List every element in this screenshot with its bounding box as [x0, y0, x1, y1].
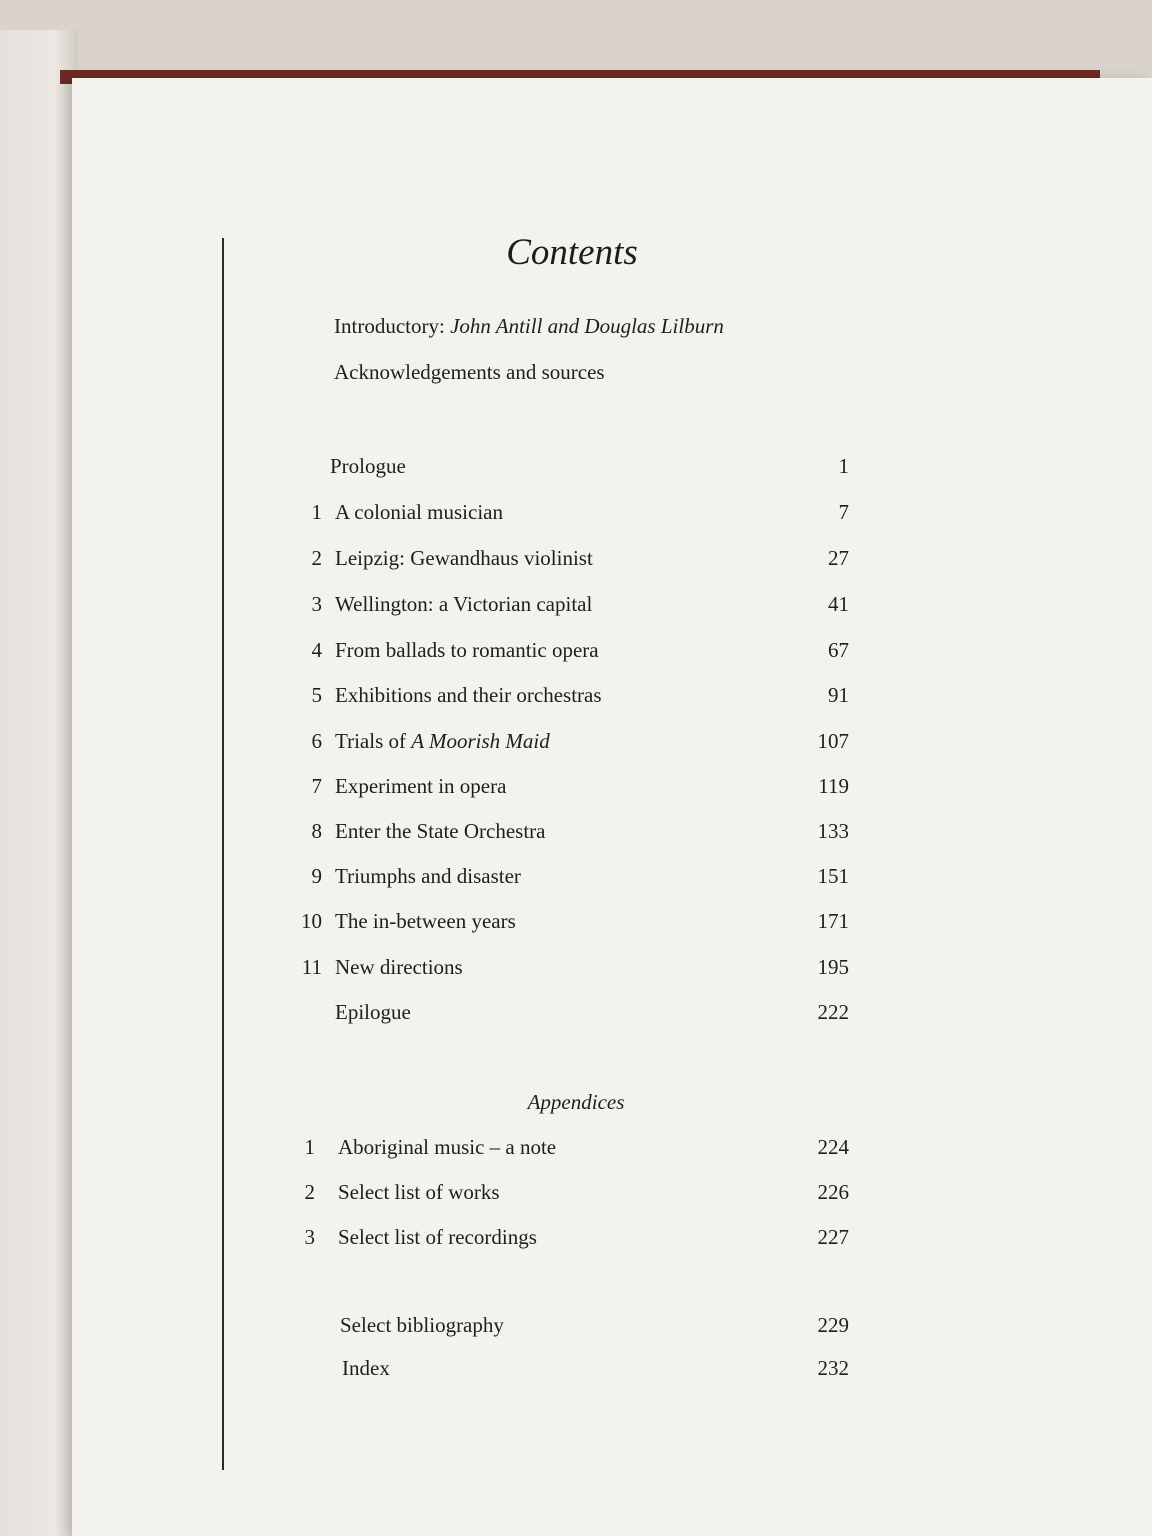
toc-number: 7	[311, 774, 322, 798]
toc-page: 224	[817, 1135, 849, 1159]
toc-row-epilogue	[222, 1000, 862, 1030]
toc-page: 107	[817, 729, 849, 753]
toc-row-chapter-7	[222, 774, 862, 804]
toc-row-chapter-8	[222, 819, 862, 849]
toc-title: Leipzig: Gewandhaus violinist	[335, 546, 593, 570]
toc-title: Index	[342, 1356, 390, 1380]
appendices-heading: Appendices	[527, 1090, 625, 1114]
toc-row-chapter-1	[222, 500, 862, 530]
toc-page: 67	[828, 638, 849, 662]
toc-row-chapter-11	[222, 955, 862, 985]
acknowledgements-entry: Acknowledgements and sources	[334, 360, 605, 384]
toc-title	[335, 729, 550, 754]
toc-title: From ballads to romantic opera	[335, 638, 599, 662]
toc-row-chapter-3	[222, 592, 862, 622]
toc-row-chapter-4	[222, 638, 862, 668]
toc-title: A colonial musician	[335, 500, 503, 524]
toc-title-italic: A Moorish Maid	[411, 729, 550, 753]
toc-page: 1	[838, 454, 849, 478]
page-title: Contents	[506, 232, 638, 273]
toc-page: 119	[818, 774, 849, 798]
facing-page	[0, 30, 78, 1536]
toc-number: 11	[301, 955, 322, 979]
toc-title: Wellington: a Victorian capital	[335, 592, 593, 616]
toc-row-appendix-3	[222, 1225, 862, 1255]
toc-title-prefix: Trials of	[335, 729, 412, 753]
introductory-label: Introductory:	[334, 314, 445, 338]
toc-row-index	[222, 1356, 862, 1386]
toc-title: Select list of works	[338, 1180, 500, 1204]
toc-number: 1	[311, 500, 322, 524]
introductory-entry	[334, 314, 724, 339]
toc-number: 3	[304, 1225, 315, 1249]
toc-page: 227	[817, 1225, 849, 1249]
toc-page: 229	[817, 1313, 849, 1337]
toc-number: 9	[311, 864, 322, 888]
toc-row-chapter-9	[222, 864, 862, 894]
toc-page: 226	[817, 1180, 849, 1204]
toc-row-bibliography	[222, 1313, 862, 1343]
toc-number: 4	[311, 638, 322, 662]
toc-title: Triumphs and disaster	[335, 864, 521, 888]
toc-number: 6	[311, 729, 322, 753]
left-margin-rule	[222, 238, 224, 1470]
toc-title: Select list of recordings	[338, 1225, 537, 1249]
toc-title: Experiment in opera	[335, 774, 507, 798]
toc-title: New directions	[335, 955, 463, 979]
toc-title: Select bibliography	[340, 1313, 504, 1337]
toc-page: 133	[817, 819, 849, 843]
toc-page: 195	[817, 955, 849, 979]
toc-row-prologue	[222, 454, 862, 484]
toc-title: Epilogue	[335, 1000, 411, 1024]
toc-row-chapter-2	[222, 546, 862, 576]
toc-number: 2	[311, 546, 322, 570]
toc-number: 10	[301, 909, 322, 933]
toc-page: 232	[817, 1356, 849, 1380]
toc-title: Aboriginal music – a note	[338, 1135, 557, 1159]
toc-page: 91	[828, 683, 849, 707]
toc-row-chapter-6	[222, 729, 862, 759]
toc-page: 7	[838, 500, 849, 524]
toc-number: 2	[304, 1180, 315, 1204]
toc-title: The in-between years	[335, 909, 516, 933]
toc-page: 27	[828, 546, 849, 570]
toc-title: Prologue	[330, 454, 406, 478]
toc-row-appendix-1	[222, 1135, 862, 1165]
toc-title: Exhibitions and their orchestras	[335, 683, 602, 707]
toc-number: 3	[311, 592, 322, 616]
toc-page: 171	[817, 909, 849, 933]
toc-number: 5	[311, 683, 322, 707]
toc-page: 151	[817, 864, 849, 888]
toc-number: 8	[311, 819, 322, 843]
toc-title: Enter the State Orchestra	[335, 819, 546, 843]
toc-page: 222	[817, 1000, 849, 1024]
toc-number: 1	[304, 1135, 315, 1159]
toc-page: 41	[828, 592, 849, 616]
toc-row-chapter-5	[222, 683, 862, 713]
toc-row-appendix-2	[222, 1180, 862, 1210]
introductory-authors: John Antill and Douglas Lilburn	[450, 314, 724, 338]
contents-page	[72, 78, 1152, 1536]
toc-row-chapter-10	[222, 909, 862, 939]
